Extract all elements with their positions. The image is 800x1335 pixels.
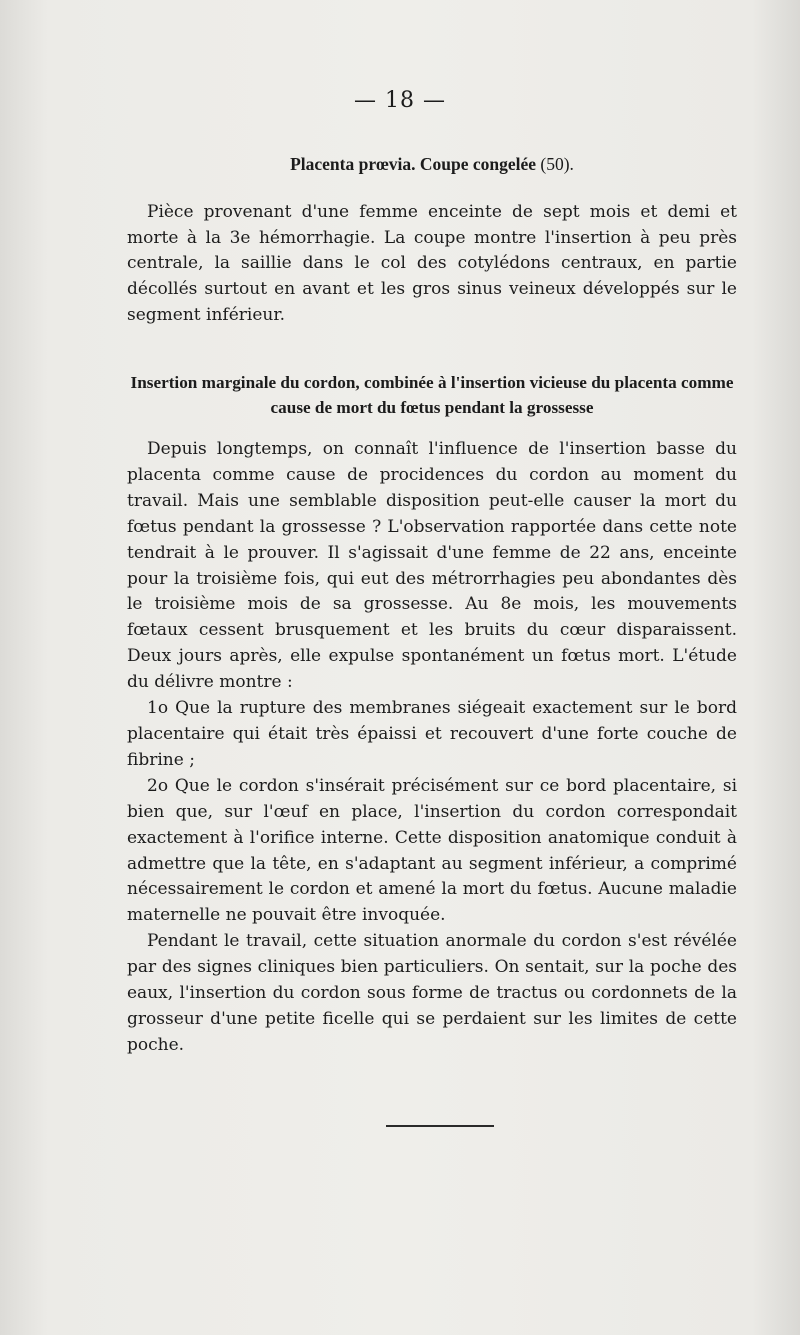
section-title-placenta-praevia bbox=[127, 154, 737, 175]
paragraph-block-2 bbox=[127, 437, 737, 1059]
paragraph-point-2: 2o Que le cordon s'insérait précisément sur ce bord placentaire, si bien que, sur l'œuf en place, l'insertion du cordon correspondait exactement à l'orifice interne. Cette disposition anatomique conduit à admettre que la tête, en s'adaptant au segment inférieur, a comprimé nécessairement le cordon et amené la mort du fœtus. Aucune maladie maternelle ne pouvait être invoquée. bbox=[127, 775, 737, 926]
figure-reference: (50). bbox=[540, 154, 574, 174]
paragraph-placenta-praevia: Pièce provenant d'une femme enceinte de sept mois et demi et morte à la 3e hémorrhagie. La coupe montre l'insertion à peu près centrale, la saillie dans le col des cotylédons centraux, en partie décollés surtout en avant et les gros sinus veineux développés sur le segment inférieur. bbox=[127, 202, 737, 325]
paragraph-intro: Depuis longtemps, on connaît l'influence de l'insertion basse du placenta comme cause de procidences du cordon au moment du travail. Mais une semblable disposition peut-elle causer la mort du fœtus pendant la grossesse ? L'observation rapportée dans cette note tendrait à le prouver. Il s'agissait d'une femme de 22 ans, enceinte pour la troisième fois, qui eut des métrorrhagies peu abondantes dès le troisième mois de sa grossesse. Au 8e mois, les mouvements fœtaux cessent brusquement et les bruits du cœur disparaissent. Deux jours après, elle expulse spontanément un fœtus mort. L'étude du délivre montre : bbox=[127, 439, 737, 693]
end-rule-divider bbox=[386, 1125, 494, 1127]
paragraph-block-1 bbox=[127, 200, 737, 329]
paragraph-point-1: 1o Que la rupture des membranes siégeait exactement sur le bord placentaire qui était très épaissi et recouvert d'une forte couche de fibrine ; bbox=[127, 698, 737, 770]
page-number: — 18 — bbox=[354, 88, 446, 113]
section-title-text: Placenta prœvia. Coupe congelée bbox=[290, 154, 537, 174]
paragraph-travail: Pendant le travail, cette situation anormale du cordon s'est révélée par des signes cliniques bien particuliers. On sentait, sur la poche des eaux, l'insertion du cordon sous forme de tractus ou cordonnets de la grosseur d'une petite ficelle qui se perdaient sur les limites de cette poche. bbox=[127, 931, 737, 1055]
section-heading-insertion-marginale: Insertion marginale du cordon, combinée à l'insertion vicieuse du placenta comme cause de mort du fœtus pendant la grossesse bbox=[130, 373, 734, 417]
